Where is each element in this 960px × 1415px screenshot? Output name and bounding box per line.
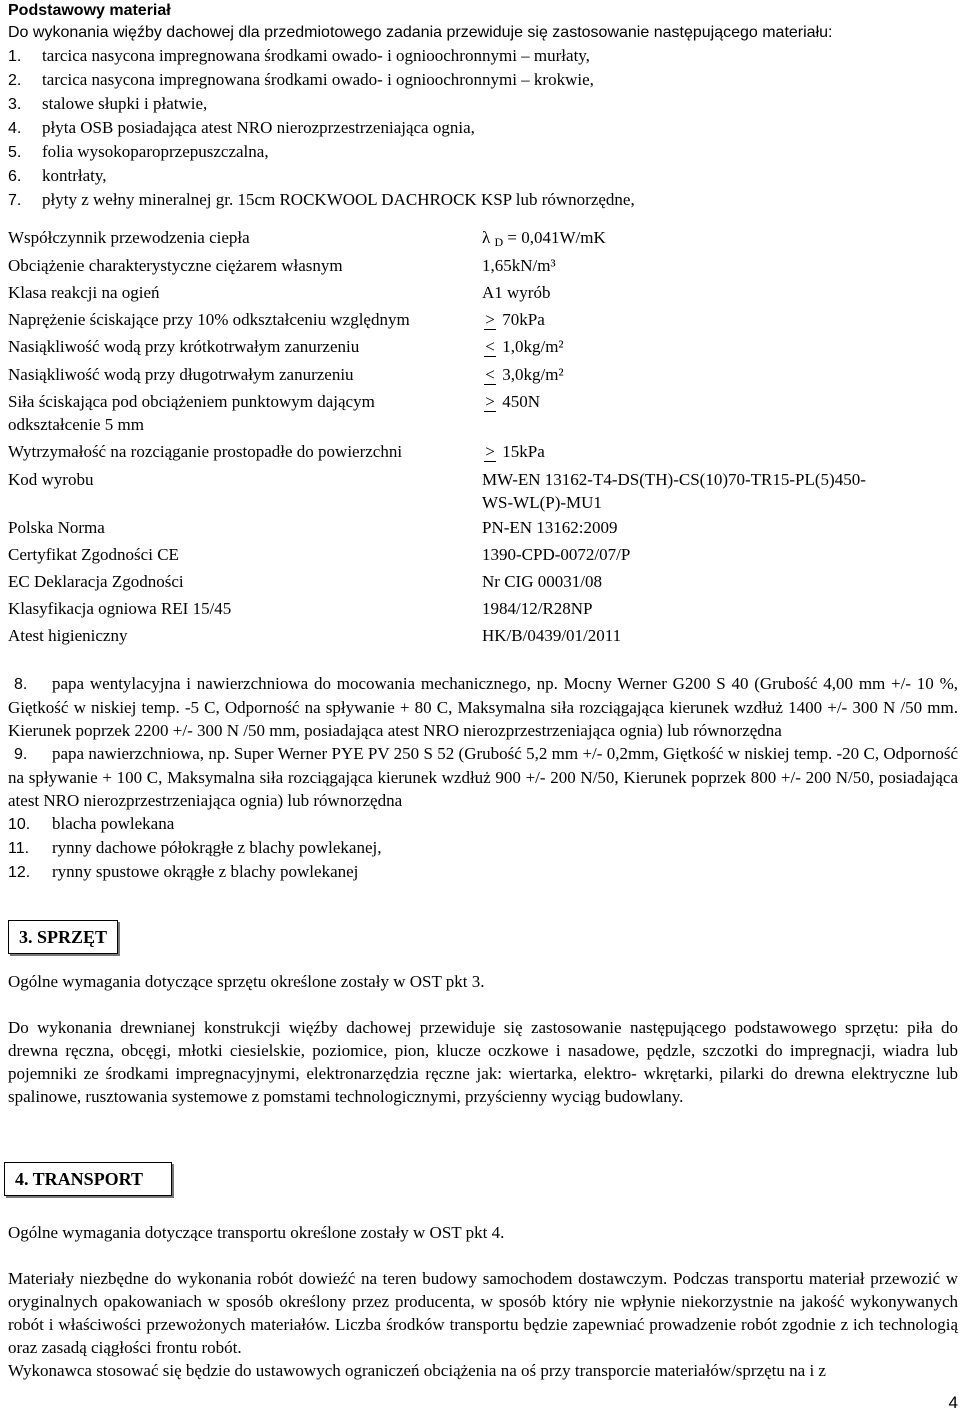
spec-label-line: Współczynnik przewodzenia ciepła — [8, 228, 250, 247]
spec-value-text: Nr CIG 00031/08 — [482, 572, 602, 591]
list-item-text: kontrłaty, — [42, 166, 107, 185]
spec-label-line: EC Deklaracja Zgodności — [8, 572, 184, 591]
spec-value — [482, 516, 952, 539]
section-title: Podstawowy materiał — [8, 2, 171, 19]
spec-label — [8, 390, 478, 436]
list-item — [8, 92, 958, 116]
spec-label-line: Wytrzymałość na rozciąganie prostopadłe do powierzchni — [8, 442, 403, 461]
list-item-text: płyta OSB posiadająca atest NRO nierozprzestrzeniająca ognia, — [42, 118, 475, 137]
greater-or-equal-icon — [482, 308, 498, 331]
comparison-symbol: > — [485, 442, 495, 461]
list-item — [8, 44, 958, 68]
spec-value-text: HK/B/0439/01/2011 — [482, 626, 622, 645]
spec-value — [482, 468, 952, 514]
list-item-number: 10. — [8, 816, 31, 833]
material-list-continued — [8, 672, 958, 884]
spec-label-line: Atest higieniczny — [8, 626, 128, 645]
spec-value — [482, 226, 952, 254]
list-item-number: 6. — [8, 168, 22, 185]
spec-label-line: odkształcenie 5 mm — [8, 415, 144, 434]
spec-value-text: 1,0kg/m² — [502, 337, 564, 356]
spec-label — [8, 516, 478, 539]
spec-label-line: Siła ściskająca pod obciążeniem punktowym dającym — [8, 392, 375, 411]
list-item-number: 2. — [8, 72, 22, 89]
spec-value — [482, 440, 952, 463]
list-item-text: papa wentylacyjna i nawierzchniowa do mocowania mechanicznego, np. Mocny Werner G200 S 40 (Grubość 4,00 mm +/- 10 %, Giętkość w niskiej temp. -5 C, Odporność na spływanie + 80 C, Maksymalna siła rozciągająca kierunek wzdłuż 1400 +/- 300 N /50 mm. Kierunek poprzek 2200 +/- 300 N /50 mm, posiadająca atest NRO nierozprzestrzeniająca ognia) lub równorzędna — [8, 674, 958, 740]
section-heading-sprzet: 3. SPRZĘT — [8, 920, 118, 954]
list-item-number: 8. — [14, 676, 28, 693]
spec-value-line — [482, 363, 952, 386]
spec-label-line: Certyfikat Zgodności CE — [8, 545, 179, 564]
list-item-text: tarcica nasycona impregnowana środkami owado- i ognioochronnymi – murłaty, — [42, 46, 590, 65]
list-item-number: 9. — [14, 746, 28, 763]
spec-label — [8, 363, 478, 386]
material-list — [8, 44, 958, 212]
less-or-equal-icon — [482, 363, 498, 386]
greater-or-equal-icon — [482, 440, 498, 463]
list-item — [8, 68, 958, 92]
spec-label-line: Obciążenie charakterystyczne ciężarem własnym — [8, 256, 343, 275]
spec-label — [8, 281, 478, 304]
spec-label-line: Nasiąkliwość wodą przy krótkotrwałym zanurzeniu — [8, 337, 360, 356]
spec-label-line: Nasiąkliwość wodą przy długotrwałym zanurzeniu — [8, 365, 354, 384]
spec-label — [8, 308, 478, 331]
spec-value-line: WS-WL(P)-MU1 — [482, 493, 602, 512]
spec-value-line — [482, 624, 952, 647]
list-item — [8, 742, 958, 812]
list-item-number: 12. — [8, 864, 31, 881]
list-item-number: 5. — [8, 144, 22, 161]
spec-value-text: 1390-CPD-0072/07/P — [482, 545, 631, 564]
greater-or-equal-icon — [482, 390, 498, 413]
spec-value-line — [482, 468, 952, 491]
list-item-number: 3. — [8, 96, 22, 113]
spec-value — [482, 543, 952, 566]
transport-paragraph-2: Materiały niezbędne do wykonania robót dowieźć na teren budowy samochodem dostawczym. Podczas transportu materiał przewozić w oryginalnych opakowaniach w sposób określony przez producenta, w sposób który nie wpłynie niekorzystnie na jakość wykonywanych robót i właściwości przewożonych materiałów. Liczba środków transportu będzie zapewniać prowadzenie robót zgodnie z ich technologią oraz zasadą ciągłości frontu robót. — [8, 1269, 958, 1357]
list-item-text: rynny spustowe okrągłe z blachy powlekanej — [52, 862, 359, 881]
spec-value-line — [482, 308, 952, 331]
spec-value-text: 450N — [502, 392, 541, 411]
spec-value-line — [482, 254, 952, 277]
material-section — [8, 0, 958, 212]
list-item-text: płyty z wełny mineralnej gr. 15cm ROCKWOOL DACHROCK KSP lub równorzędne, — [42, 190, 635, 209]
spec-value — [482, 308, 952, 331]
list-item-text: rynny dachowe półokrągłe z blachy powlekanej, — [52, 838, 382, 857]
list-item-text: folia wysokoparoprzepuszczalna, — [42, 142, 269, 161]
transport-paragraph-3: Wykonawca stosować się będzie do ustawowych ograniczeń obciążenia na oś przy transporcie materiałów/sprzętu na i z — [8, 1361, 826, 1380]
section-heading-transport: 4. TRANSPORT — [4, 1162, 172, 1196]
spec-value — [482, 363, 952, 386]
spec-value — [482, 570, 952, 593]
spec-label-line: Kod wyrobu — [8, 470, 94, 489]
less-or-equal-icon — [482, 335, 498, 358]
lambda-symbol: λ — [482, 228, 491, 247]
transport-paragraph-1: Ogólne wymagania dotyczące transportu określone zostały w OST pkt 4. — [8, 1223, 505, 1242]
section-intro: Do wykonania więźby dachowej dla przedmiotowego zadania przewiduje się zastosowanie następującego materiału: — [8, 24, 833, 41]
list-item — [8, 812, 958, 836]
list-item-text: papa nawierzchniowa, np. Super Werner PYE PV 250 S 52 (Grubość 5,2 mm +/- 0,2mm, Giętkość w niskiej temp. -20 C, Odporność na spływanie + 100 C, Maksymalna siła rozciągająca kierunek wzdłuż 900 +/- 200 N/50, Kierunek poprzek 800 +/- 200 N/50, posiadająca atest NRO nierozprzestrzeniająca ognia) lub równorzędna — [8, 744, 958, 810]
list-item — [8, 860, 958, 884]
spec-value-text: 3,0kg/m² — [502, 365, 564, 384]
list-item — [8, 836, 958, 860]
list-item-number: 11. — [8, 840, 30, 857]
spec-label-line: Polska Norma — [8, 518, 105, 537]
list-item — [8, 672, 958, 742]
spec-value-line — [482, 390, 952, 413]
list-item-number: 4. — [8, 120, 22, 137]
list-item-text: stalowe słupki i płatwie, — [42, 94, 208, 113]
spec-label — [8, 597, 478, 620]
spec-value — [482, 281, 952, 304]
spec-label — [8, 468, 478, 491]
list-item — [8, 116, 958, 140]
spec-label — [8, 254, 478, 277]
comparison-symbol: > — [485, 392, 495, 411]
list-item — [8, 140, 958, 164]
spec-value-line — [482, 335, 952, 358]
list-item-text: tarcica nasycona impregnowana środkami owado- i ognioochronnymi – krokwie, — [42, 70, 594, 89]
lambda-subscript: D — [494, 235, 504, 249]
spec-value-line — [482, 281, 952, 304]
spec-label — [8, 335, 478, 358]
comparison-symbol: < — [485, 337, 495, 356]
spec-value-line — [482, 570, 952, 593]
spec-value-text: 1,65kN/m³ — [482, 256, 556, 275]
spec-value-text: 70kPa — [502, 310, 545, 329]
spec-value — [482, 597, 952, 620]
spec-value-text: 15kPa — [502, 442, 545, 461]
list-item-number: 1. — [8, 48, 22, 65]
spec-value-text: 1984/12/R28NP — [482, 599, 593, 618]
comparison-symbol: < — [485, 365, 495, 384]
spec-label-line: Klasyfikacja ogniowa REI 15/45 — [8, 599, 232, 618]
spec-value — [482, 390, 952, 413]
list-item — [8, 164, 958, 188]
spec-label — [8, 570, 478, 593]
list-item-number: 7. — [8, 192, 22, 209]
page-number: 4 — [948, 1393, 958, 1412]
spec-label — [8, 543, 478, 566]
spec-value-line — [482, 543, 952, 566]
spec-value — [482, 624, 952, 647]
spec-label-line: Klasa reakcji na ogień — [8, 283, 160, 302]
spec-value-text: A1 wyrób — [482, 283, 551, 302]
spec-value-text: PN-EN 13162:2009 — [482, 518, 618, 537]
spec-value — [482, 335, 952, 358]
spec-value-line — [482, 516, 952, 539]
spec-value-line — [482, 597, 952, 620]
spec-value-text: MW-EN 13162-T4-DS(TH)-CS(10)70-TR15-PL(5)450- — [482, 470, 866, 489]
spec-value-text: = 0,041W/mK — [507, 228, 606, 247]
sprzet-paragraph-1: Ogólne wymagania dotyczące sprzętu określone zostały w OST pkt 3. — [8, 972, 485, 991]
list-item-text: blacha powlekana — [52, 814, 175, 833]
spec-label — [8, 226, 478, 249]
sprzet-paragraph-2: Do wykonania drewnianej konstrukcji więźby dachowej przewiduje się zastosowanie następującego podstawowego sprzętu: piła do drewna ręczna, obcęgi, młotki ciesielskie, poziomice, pion, klucze oczkowe i nasadowe, pędzle, szczotki do impregnacji, wiadra lub pojemniki ze środkami impregnacyjnymi, elektronarzędzia ręczne jak: wiertarka, elektro- wkrętarki, pilarki do drewna elektryczne lub spalinowe, rusztowania systemowe z pomstami technologicznymi, przyścienny wyciąg budowlany. — [8, 1018, 958, 1106]
spec-label — [8, 440, 478, 463]
spec-label — [8, 624, 478, 647]
spec-value-line — [482, 440, 952, 463]
spec-label-line: Naprężenie ściskające przy 10% odkształceniu względnym — [8, 310, 410, 329]
list-item — [8, 188, 958, 212]
spec-value — [482, 254, 952, 277]
comparison-symbol: > — [485, 310, 495, 329]
spec-value-line — [482, 226, 952, 254]
